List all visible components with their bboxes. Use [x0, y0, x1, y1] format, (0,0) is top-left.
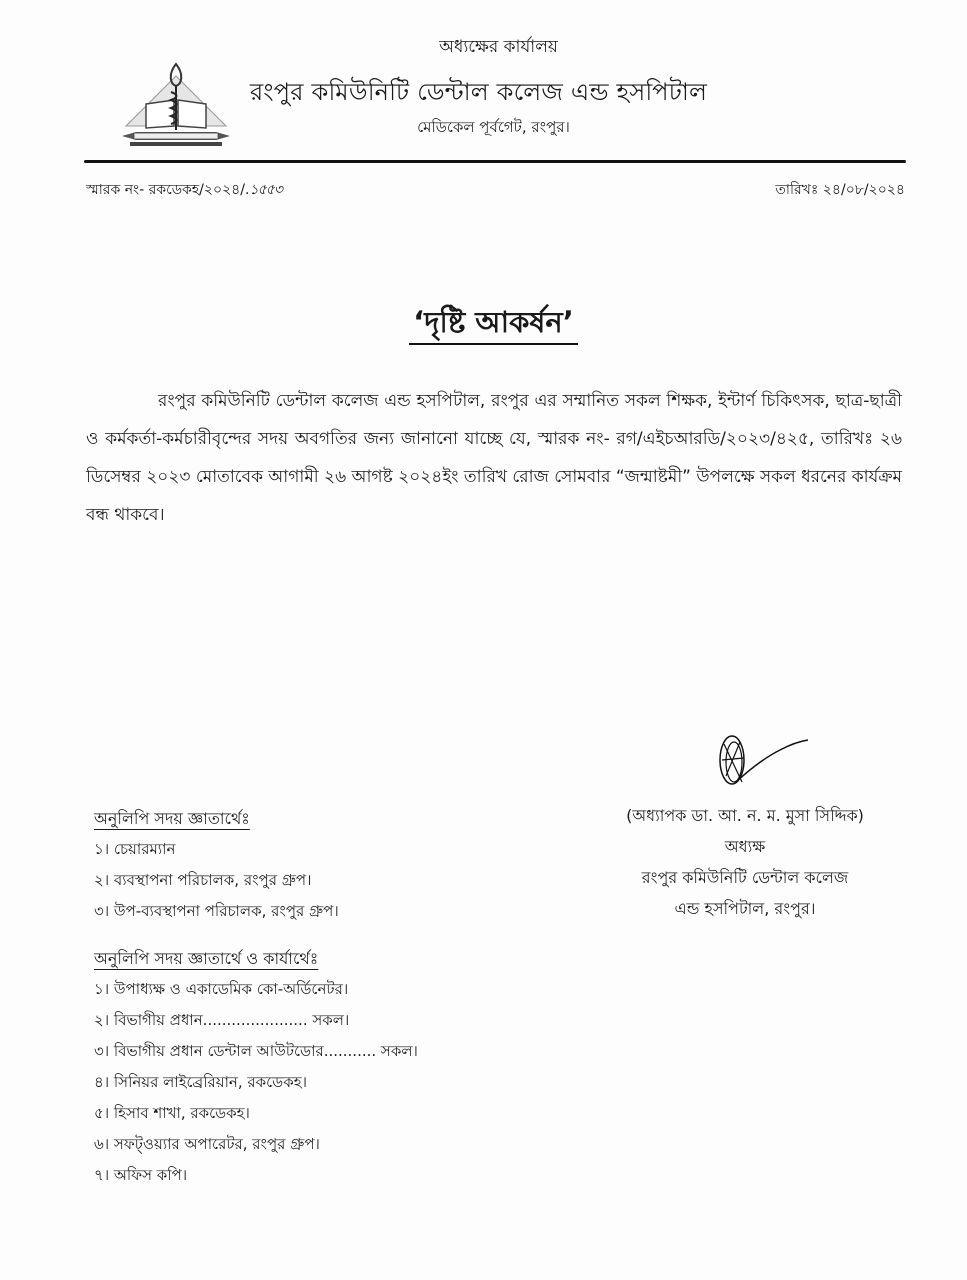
college-address: মেডিকেল পূর্বগেট, রংপুর। [417, 118, 570, 136]
memo-date: তারিখঃ ২৪/০৮/২০২৪ [775, 182, 905, 198]
signature-block [560, 800, 930, 924]
cc-action-title: অনুলিপি সদয় জ্ঞাতার্থে ও কার্যার্থেঃ [94, 949, 319, 968]
memo-number [86, 178, 282, 202]
cc-item: ২। বিভাগীয় প্রধান...................... সকল। [94, 1011, 350, 1029]
cc-item: ১। চেয়ারম্যান [94, 840, 176, 858]
notice-heading [0, 300, 967, 349]
cc-item: ৫। হিসাব শাখা, রকডেকহ। [94, 1104, 250, 1122]
signatory-designation: অধ্যক্ষ [724, 837, 766, 856]
signatory-name: (অধ্যাপক ডা. আ. ন. ম. মুসা সিদ্দিক) [626, 806, 864, 825]
cc-item: ৪। সিনিয়র লাইব্রেরিয়ান, রকডেকহ। [94, 1073, 307, 1091]
cc-item: ৩। বিভাগীয় প্রধান ডেন্টাল আউটডোর........... সকল। [94, 1042, 418, 1060]
memo-handwritten-number: ১৫৫৩ [249, 182, 282, 198]
cc-item: ১। উপাধ্যক্ষ ও একাডেমিক কো-অর্ডিনেটর। [94, 980, 349, 998]
signatory-org-line2: এন্ড হসপিটাল, রংপুর। [674, 899, 816, 918]
cc-item: ২। ব্যবস্থাপনা পরিচালক, রংপুর গ্রুপ। [94, 871, 312, 889]
college-name: রংপুর কমিউনিটি ডেন্টাল কলেজ এন্ড হসপিটাল [250, 78, 708, 106]
signature-icon [710, 730, 820, 800]
notice-heading-text: ‘দৃষ্টি আকর্ষন’ [409, 305, 577, 345]
office-title: অধ্যক্ষের কার্যালয় [439, 37, 558, 57]
cc-item: ৩। উপ-ব্যবস্থাপনা পরিচালক, রংপুর গ্রুপ। [94, 902, 339, 920]
college-emblem-icon [116, 56, 236, 156]
memo-label: স্মারক নং- রকডেকহ/২০২৪/. [86, 182, 250, 198]
cc-action-list [94, 943, 418, 1191]
cc-information-title: অনুলিপি সদয় জ্ঞাতার্থেঃ [94, 809, 250, 828]
cc-item: ৭। অফিস কপি। [94, 1166, 188, 1184]
notice-body: রংপুর কমিউনিটি ডেন্টাল কলেজ এন্ড হসপিটাল, রংপুর এর সম্মানিত সকল শিক্ষক, ইন্টার্ণ চিকিৎসক, ছাত্র-ছাত্রী ও কর্মকর্তা-কর্মচারীবৃন্দের সদয় অবগতির জন্য জানানো যাচ্ছে যে, স্মারক নং- রগ/এইচআরডি/২০২৩/৪২৫, তারিখঃ ২৬ ডিসেম্বর ২০২৩ মোতাবেক আগামী ২৬ আগষ্ট ২০২৪ইং তারিখ রোজ সোমবার “জন্মাষ্টমী” উপলক্ষে সকল ধরনের কার্যক্রম বন্ধ থাকবে। [86, 391, 902, 525]
cc-item: ৬। সফট্ওয়্যার অপারেটর, রংপুর গ্রুপ। [94, 1135, 320, 1153]
signatory-org-line1: রংপুর কমিউনিটি ডেন্টাল কলেজ [641, 868, 849, 887]
cc-information-list [94, 803, 339, 927]
header-divider [84, 160, 906, 163]
